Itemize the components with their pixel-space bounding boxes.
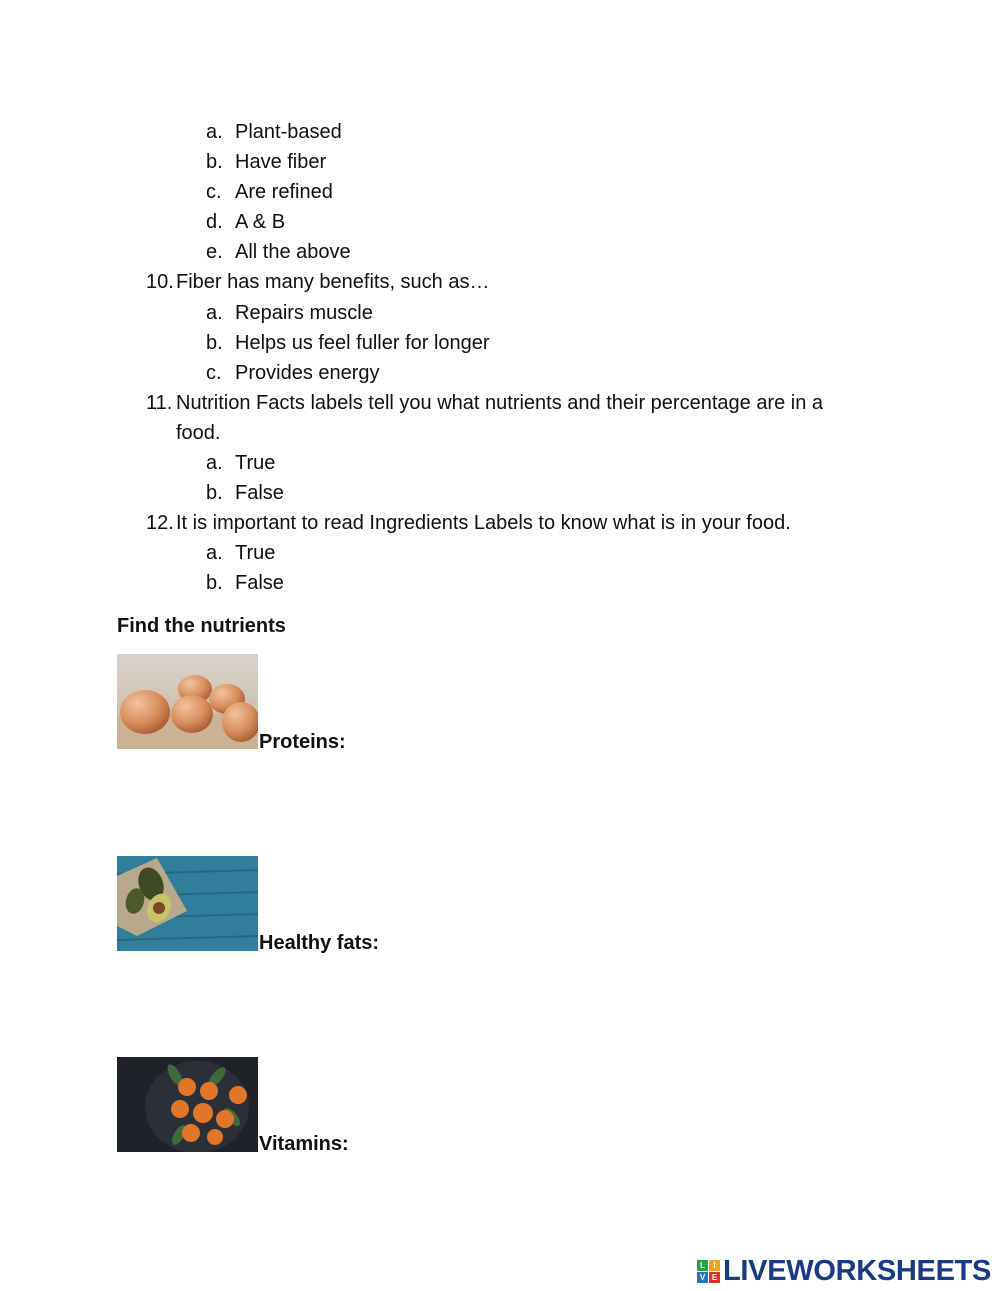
option-letter: e. <box>206 241 223 263</box>
option-text: Have fiber <box>235 151 327 173</box>
option-letter: b. <box>206 572 223 594</box>
option-text: Plant-based <box>235 121 342 143</box>
question-number: 11. <box>146 392 173 414</box>
option-text: False <box>235 482 284 504</box>
logo-badge-icon <box>697 1260 720 1283</box>
option-letter: a. <box>206 452 223 474</box>
logo-badge-letter: V <box>697 1272 708 1283</box>
option-text: A & B <box>235 211 286 233</box>
question-text: It is important to read Ingredients Labels to know what is in your food. <box>176 512 791 534</box>
option-letter: a. <box>206 121 223 143</box>
option-text: Repairs muscle <box>235 302 373 324</box>
option-text: Helps us feel fuller for longer <box>235 332 490 354</box>
option-letter: a. <box>206 542 223 564</box>
option-letter: b. <box>206 482 223 504</box>
option-text: True <box>235 542 276 564</box>
option-letter: c. <box>206 362 222 384</box>
proteins-label: Proteins: <box>259 731 346 753</box>
logo-badge-letter: E <box>709 1272 720 1283</box>
option-letter: d. <box>206 211 223 233</box>
option-text: Are refined <box>235 181 333 203</box>
option-letter: a. <box>206 302 223 324</box>
logo-badge-letter: I <box>709 1260 720 1271</box>
logo-badge-letter: L <box>697 1260 708 1271</box>
tangerines-photo <box>117 1057 258 1152</box>
vitamins-label: Vitamins: <box>259 1133 349 1155</box>
option-text: True <box>235 452 276 474</box>
question-number: 12. <box>146 512 174 534</box>
healthy-fats-label: Healthy fats: <box>259 932 380 954</box>
question-text: Fiber has many benefits, such as… <box>176 271 490 293</box>
question-text: food. <box>176 422 221 444</box>
option-text: All the above <box>235 241 351 263</box>
question-number: 10. <box>146 271 174 293</box>
liveworksheets-logo <box>697 1256 991 1286</box>
eggs-photo <box>117 654 258 749</box>
option-text: Provides energy <box>235 362 380 384</box>
avocado-photo <box>117 856 258 951</box>
option-text: False <box>235 572 284 594</box>
question-text: Nutrition Facts labels tell you what nutrients and their percentage are in a <box>176 392 824 414</box>
logo-text: LIVEWORKSHEETS <box>723 1255 992 1287</box>
option-letter: c. <box>206 181 222 203</box>
section-heading: Find the nutrients <box>117 615 286 637</box>
option-letter: b. <box>206 332 223 354</box>
option-letter: b. <box>206 151 223 173</box>
